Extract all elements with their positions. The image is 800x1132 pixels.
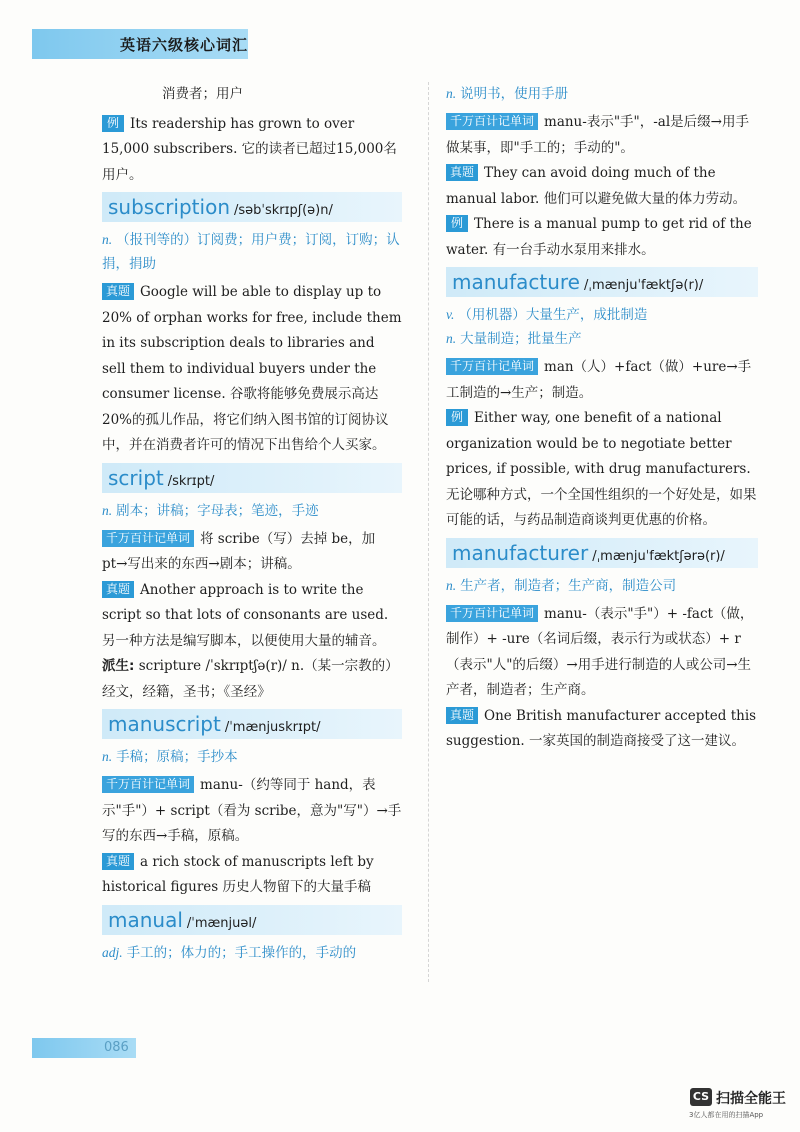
exam-tag: 真题 <box>102 853 134 870</box>
scanner-logo-icon: CS <box>690 1088 712 1106</box>
right-column <box>446 82 758 755</box>
page-number: 086 <box>104 1040 129 1055</box>
example-tag: 例 <box>102 115 124 132</box>
entry-manufacture <box>446 267 758 297</box>
page-title: 英语六级核心词汇 <box>120 36 249 54</box>
memory-tip: 千万百计记单词 将 scribe（写）去掉 be，加 pt→写出来的东西→剧本；讲稿。 <box>102 530 376 572</box>
definition: n. （报刊等的）订阅费；用户费；订阅，订购；认捐，捐助 <box>102 232 400 272</box>
phonetic: /ˈmænjuəl/ <box>186 915 257 931</box>
left-column <box>102 82 402 965</box>
watermark-name: 扫描全能王 <box>716 1091 786 1107</box>
memory-tag: 千万百计记单词 <box>102 776 194 793</box>
exam-sentence: 真题 One British manufacturer accepted this suggestion. 一家英国的制造商接受了这一建议。 <box>446 707 757 749</box>
watermark-subtitle: 3亿人都在用的扫描App <box>689 1111 764 1119</box>
memory-tag: 千万百计记单词 <box>446 113 538 130</box>
exam-sentence: 真题 They can avoid doing much of the manual labor. 他们可以避免做大量的体力劳动。 <box>446 165 747 207</box>
memory-tip: 千万百计记单词 manu-（表示"手"）+ -fact（做，制作）+ -ure（名词后缀，表示行为或状态）+ r（表示"人"的后缀）→用手进行制造的人或公司→生产者，制造者；生产商。 <box>446 605 754 698</box>
memory-tag: 千万百计记单词 <box>446 605 538 622</box>
exam-tag: 真题 <box>102 283 134 300</box>
memory-tip: 千万百计记单词 man（人）+fact（做）+ure→手工制造的→生产；制造。 <box>446 359 752 401</box>
headword: subscription <box>108 195 230 219</box>
definition-continued: n. 说明书，使用手册 <box>446 86 569 102</box>
entry-manuscript <box>102 709 402 739</box>
example-sentence: 例 Either way, one benefit of a national organization would be to negotiate better prices, if possible, with drug manufacturers. 无论哪种方式，一个全国性组织的一个好处是，如果可能的话，与药品制造商谈判更优惠的价格。 <box>446 410 757 528</box>
example-sentence: 例 There is a manual pump to get rid of the water. 有一台手动水泵用来排水。 <box>446 216 752 258</box>
exam-sentence: 真题 Another approach is to write the script so that lots of consonants are used. 另一种方法是编写脚本，以便使用大量的辅音。 <box>102 581 389 649</box>
phonetic: /skrɪpt/ <box>167 473 215 489</box>
memory-tip: 千万百计记单词 manu-（约等同于 hand，表示"手"）+ script（看为 scribe，意为"写"）→手写的东西→手稿，原稿。 <box>102 777 402 844</box>
phonetic: /ˈmænjuskrɪpt/ <box>224 720 321 735</box>
definition: v. （用机器）大量生产，成批制造 <box>446 307 648 323</box>
memory-tip: 千万百计记单词 manu-表示"手"，-al是后缀→用手做某事，即"手工的；手动的"。 <box>446 114 749 156</box>
headword: manufacturer <box>452 540 589 565</box>
memory-tag: 千万百计记单词 <box>102 530 194 547</box>
headword: manuscript <box>108 712 221 736</box>
headword: manual <box>108 907 183 932</box>
derived-word: 派生: scripture /ˈskrɪptʃə(r)/ n.（某一宗教的）经文，经籍，圣书；《圣经》 <box>102 658 399 700</box>
exam-sentence: 真题 Google will be able to display up to 20% of orphan works for free, include them in its subscription deals to libraries and sell them to individual buyers under the consumer license. 谷歌将能够免费展示高达20%的孤儿作品，将它们纳入图书馆的订阅协议中，并在消费者许可的情况下出售给个人买家。 <box>102 284 402 453</box>
definition: n. 生产者，制造者；生产商，制造公司 <box>446 577 677 594</box>
definition: n. 大量制造；批量生产 <box>446 331 582 347</box>
phonetic: /səbˈskrɪpʃ(ə)n/ <box>234 203 333 218</box>
memory-tag: 千万百计记单词 <box>446 358 538 375</box>
definition: adj. 手工的；体力的；手工操作的，手动的 <box>102 944 357 961</box>
headword: manufacture <box>452 270 580 294</box>
exam-sentence: 真题 a rich stock of manuscripts left by historical figures 历史人物留下的大量手稿 <box>102 853 374 895</box>
column-divider <box>428 82 430 982</box>
phonetic: /ˌmænjuˈfæktʃərə(r)/ <box>592 548 725 564</box>
continued-definition: 消费者；用户 <box>162 86 243 102</box>
example-sentence: 例 Its readership has grown to over 15,000 subscribers. 它的读者已超过15,000名用户。 <box>102 115 397 183</box>
exam-tag: 真题 <box>446 707 478 724</box>
exam-tag: 真题 <box>102 581 134 598</box>
example-tag: 例 <box>446 215 468 232</box>
example-tag: 例 <box>446 409 468 426</box>
entry-manufacturer <box>446 538 758 568</box>
exam-tag: 真题 <box>446 164 478 181</box>
definition: n. 手稿；原稿；手抄本 <box>102 749 238 765</box>
headword: script <box>108 465 164 490</box>
phonetic: /ˌmænjuˈfæktʃə(r)/ <box>584 278 704 293</box>
derived-label: 派生: <box>102 658 135 674</box>
definition: n. 剧本；讲稿；字母表；笔迹，手迹 <box>102 502 319 519</box>
entry-script <box>102 463 402 493</box>
entry-manual <box>102 905 402 935</box>
entry-subscription <box>102 192 402 222</box>
